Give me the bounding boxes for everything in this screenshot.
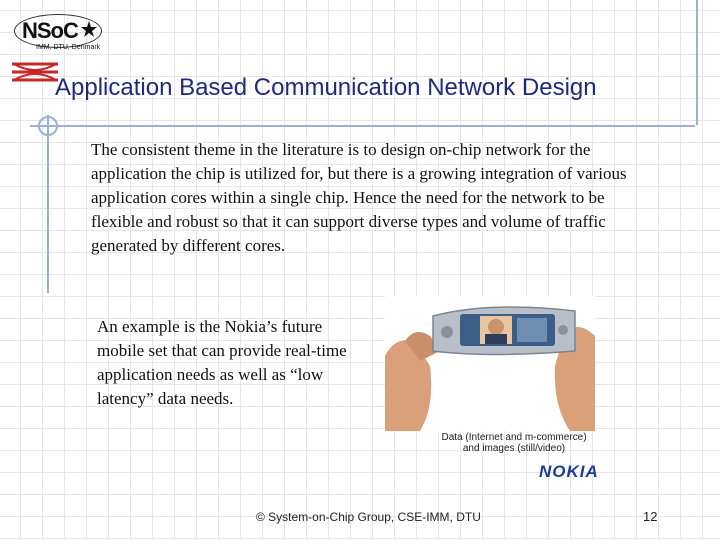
logo-text: NSoC (22, 18, 78, 43)
slide-title: Application Based Communication Network Design (55, 74, 597, 101)
page-number: 12 (643, 509, 658, 524)
nokia-phone-photo (385, 296, 595, 431)
body-paragraph: The consistent theme in the literature is to design on-chip network for the application the chip is utilized for, but there is a growing integration of various application cores within a single chip. Hence the need for the network to be flexible and robust so that it can support diverse types and volume of traffic generated by different cores. (91, 140, 627, 255)
logo-subtitle: IMM, DTU, Denmark (36, 44, 101, 51)
star-icon (80, 20, 98, 38)
example-paragraph: An example is the Nokia’s future mobile set that can provide real-time application needs as well as “low latency” data needs. (97, 317, 347, 408)
right-divider (696, 0, 698, 125)
nokia-logo: NOKIA (539, 462, 599, 481)
title-decoration-icon (10, 58, 60, 86)
title-divider (30, 125, 695, 127)
divider-circle (38, 116, 58, 136)
footer-copyright: © System-on-Chip Group, CSE-IMM, DTU (256, 510, 481, 524)
left-divider (47, 115, 49, 293)
image-caption: Data (Internet and m-commerce) and images (still/video) (441, 432, 587, 454)
